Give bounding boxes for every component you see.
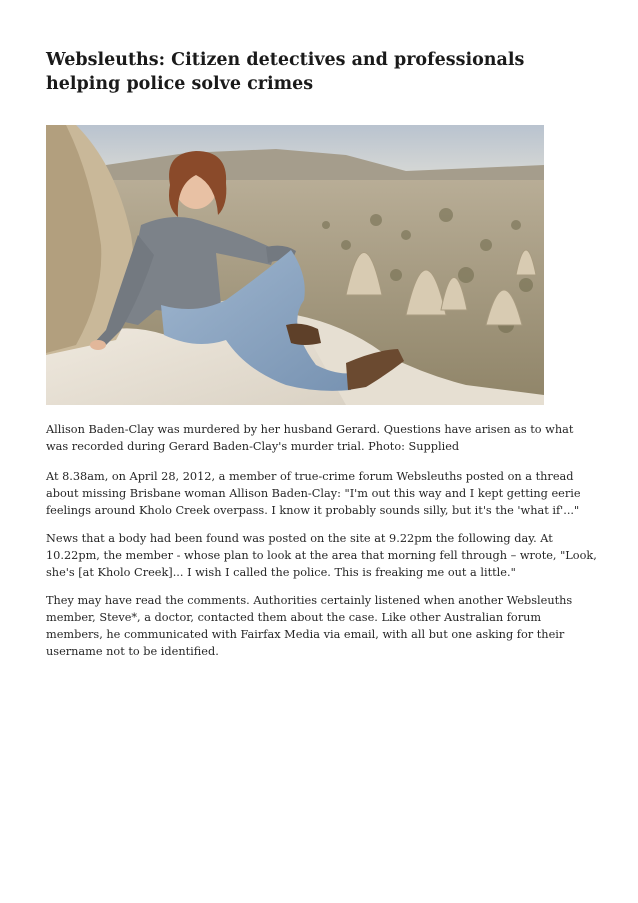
paragraph-1: At 8.38am, on April 28, 2012, a member of true-crime forum Websleuths posted on a thread about missing Brisbane woman Allison Baden-Clay: "I'm out this way and I kept getting eerie feelings around Kholo Creek overpass. I know it probably sounds silly, but it's the 'what if'..." [46,470,581,517]
paragraph-3: They may have read the comments. Authorities certainly listened when another Websleuths member, Steve*, a doctor, contacted them about the case. Like other Australian forum members, he communicated with Fairfax Media via email, with all but one asking for their username not to be identified. [46,594,573,658]
article-title: Websleuths: Citizen detectives and professionals helping police solve crimes [46,50,525,94]
article-photo [46,125,544,405]
photo-woman-sitting-on-rocks [46,125,544,405]
paragraph-2: News that a body had been found was posted on the site at 9.22pm the following day. At 10.22pm, the member - whose plan to look at the area that morning fell through – wrote, "Look, she's [at Kholo Creek]... I wish I called the police. This is freaking me out a little." [46,532,597,579]
photo-caption: Allison Baden-Clay was murdered by her husband Gerard. Questions have arisen as to what was recorded during Gerard Baden-Clay's murder trial. Photo: Supplied [46,423,574,453]
